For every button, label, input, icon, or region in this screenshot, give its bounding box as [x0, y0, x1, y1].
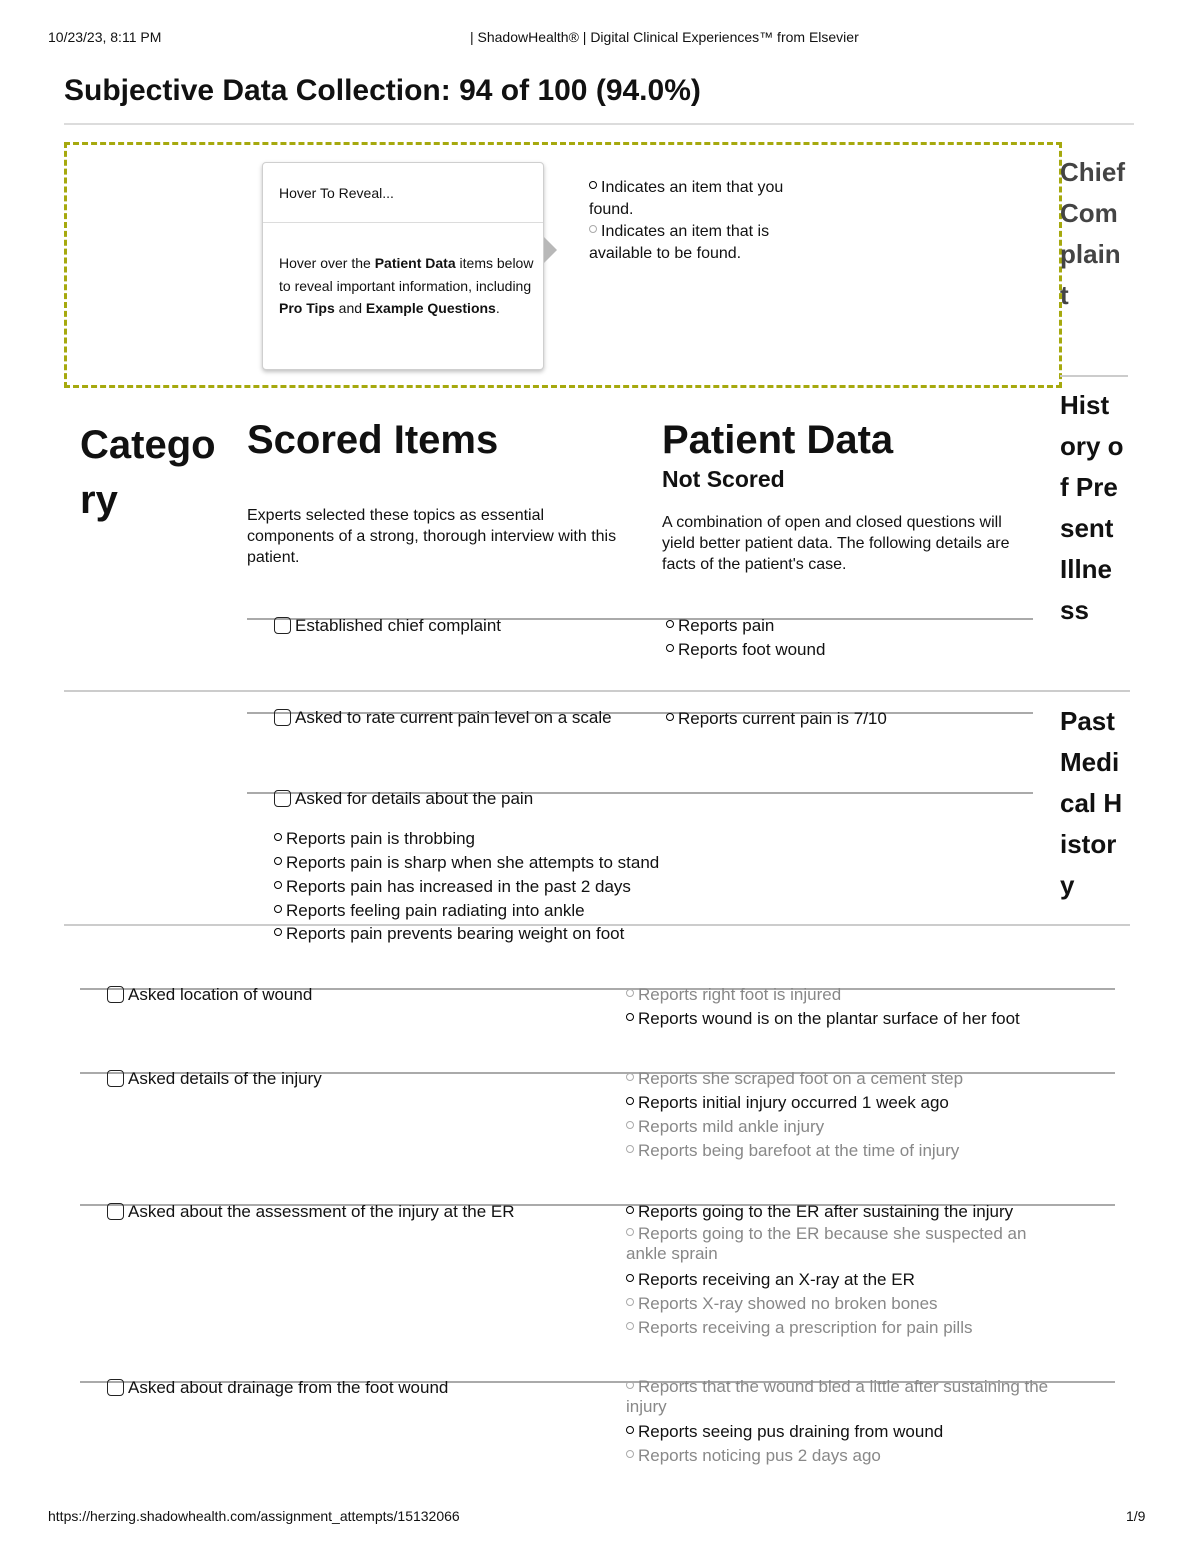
- patient-finding[interactable]: Reports foot wound: [666, 638, 825, 662]
- sidebar-pmh[interactable]: Past Medical History: [1060, 706, 1123, 900]
- patient-finding[interactable]: Reports mild ankle injury: [626, 1115, 824, 1139]
- patient-finding[interactable]: Reports X-ray showed no broken bones: [626, 1292, 938, 1316]
- checkbox-icon: [107, 986, 124, 1003]
- patient-finding[interactable]: Reports being barefoot at the time of injury: [626, 1139, 959, 1163]
- found-dot-icon: [274, 928, 282, 936]
- page-number: 1/9: [1126, 1508, 1146, 1524]
- page-title: Subjective Data Collection: 94 of 100 (94.0%): [64, 74, 701, 107]
- divider: [263, 222, 543, 223]
- patient-finding[interactable]: Reports receiving a prescription for pain pills: [626, 1316, 973, 1340]
- available-dot-icon: [626, 1322, 634, 1330]
- patient-finding[interactable]: Reports current pain is 7/10: [666, 707, 887, 731]
- found-dot-icon: [274, 857, 282, 865]
- legend-available: Indicates an item that is available to be found.: [589, 223, 770, 262]
- patient-data-description: A combination of open and closed questions will yield better patient data. The following details are facts of the patient's case.: [662, 514, 1010, 573]
- available-dot-icon: [589, 225, 597, 233]
- divider: [64, 690, 1130, 692]
- page-url: https://herzing.shadowhealth.com/assignment_attempts/15132066: [48, 1508, 460, 1524]
- scored-item-question[interactable]: Asked details of the injury: [107, 1067, 322, 1091]
- available-dot-icon: [626, 1381, 634, 1389]
- available-dot-icon: [626, 1073, 634, 1081]
- tooltip-body: Hover over the Patient Data items below to reveal important information, including Pro Tips and Example Questions.: [279, 255, 534, 316]
- hover-tooltip: [262, 162, 544, 370]
- checkbox-icon: [274, 790, 291, 807]
- sidebar-chief-complaint[interactable]: Chief Complaint: [1060, 157, 1125, 310]
- patient-finding[interactable]: Reports going to the ER because she suspected an ankle sprain: [626, 1224, 1027, 1263]
- tooltip-arrow-icon: [544, 237, 557, 263]
- checkbox-icon: [274, 617, 291, 634]
- scored-items-description: Experts selected these topics as essential components of a strong, thorough interview with this patient.: [247, 507, 617, 566]
- patient-finding[interactable]: Reports noticing pus 2 days ago: [626, 1444, 881, 1468]
- available-dot-icon: [626, 1298, 634, 1306]
- patient-finding[interactable]: Reports feeling pain radiating into ankle: [274, 899, 585, 923]
- found-dot-icon: [626, 1013, 634, 1021]
- scored-item-question[interactable]: Asked to rate current pain level on a scale: [274, 707, 614, 728]
- scored-item-question[interactable]: Established chief complaint: [274, 614, 501, 638]
- site-title: | ShadowHealth® | Digital Clinical Experiences™ from Elsevier: [470, 29, 859, 45]
- patient-finding[interactable]: Reports pain is sharp when she attempts to stand: [274, 851, 659, 875]
- available-dot-icon: [626, 1228, 634, 1236]
- divider: [1060, 375, 1128, 377]
- available-dot-icon: [626, 1121, 634, 1129]
- patient-finding[interactable]: Reports pain: [666, 614, 774, 638]
- patient-finding[interactable]: Reports receiving an X-ray at the ER: [626, 1268, 915, 1292]
- sidebar-hpi[interactable]: History of Present Illness: [1060, 390, 1124, 625]
- checkbox-icon: [107, 1203, 124, 1220]
- legend-found: Indicates an item that you found.: [589, 179, 784, 218]
- scored-items-heading: Scored Items: [247, 418, 499, 462]
- category-heading: Category: [80, 423, 216, 522]
- found-dot-icon: [274, 881, 282, 889]
- found-dot-icon: [626, 1426, 634, 1434]
- found-dot-icon: [274, 905, 282, 913]
- found-dot-icon: [626, 1097, 634, 1105]
- divider: [64, 123, 1134, 125]
- patient-finding[interactable]: Reports pain prevents bearing weight on foot: [274, 922, 624, 946]
- scored-item-question[interactable]: Asked about the assessment of the injury at the ER: [107, 1200, 515, 1224]
- found-dot-icon: [666, 644, 674, 652]
- checkbox-icon: [274, 709, 291, 726]
- patient-finding[interactable]: Reports right foot is injured: [626, 983, 841, 1007]
- found-dot-icon: [274, 833, 282, 841]
- scored-item-question[interactable]: Asked location of wound: [107, 983, 312, 1007]
- patient-finding[interactable]: Reports going to the ER after sustaining the injury: [626, 1200, 1013, 1224]
- patient-finding[interactable]: Reports initial injury occurred 1 week ago: [626, 1091, 949, 1115]
- patient-finding[interactable]: Reports seeing pus draining from wound: [626, 1420, 943, 1444]
- scored-item-question[interactable]: Asked for details about the pain: [274, 787, 533, 811]
- scored-item-question[interactable]: Asked about drainage from the foot wound: [107, 1376, 448, 1400]
- tooltip-header: Hover To Reveal...: [279, 185, 394, 201]
- found-dot-icon: [666, 713, 674, 721]
- available-dot-icon: [626, 1145, 634, 1153]
- patient-finding[interactable]: Reports she scraped foot on a cement step: [626, 1067, 963, 1091]
- found-dot-icon: [589, 181, 597, 189]
- not-scored-label: Not Scored: [662, 466, 785, 492]
- patient-finding[interactable]: Reports wound is on the plantar surface of her foot: [626, 1007, 1020, 1031]
- legend: [589, 177, 794, 265]
- patient-finding[interactable]: Reports pain is throbbing: [274, 827, 475, 851]
- print-datetime: 10/23/23, 8:11 PM: [48, 29, 162, 45]
- found-dot-icon: [626, 1274, 634, 1282]
- patient-finding[interactable]: Reports pain has increased in the past 2 days: [274, 875, 631, 899]
- patient-finding[interactable]: Reports that the wound bled a little after sustaining the injury: [626, 1377, 1049, 1416]
- checkbox-icon: [107, 1070, 124, 1087]
- available-dot-icon: [626, 989, 634, 997]
- checkbox-icon: [107, 1379, 124, 1396]
- found-dot-icon: [626, 1206, 634, 1214]
- patient-data-heading: Patient Data: [662, 418, 894, 462]
- found-dot-icon: [666, 620, 674, 628]
- hover-instructions-area[interactable]: [64, 142, 1062, 388]
- available-dot-icon: [626, 1450, 634, 1458]
